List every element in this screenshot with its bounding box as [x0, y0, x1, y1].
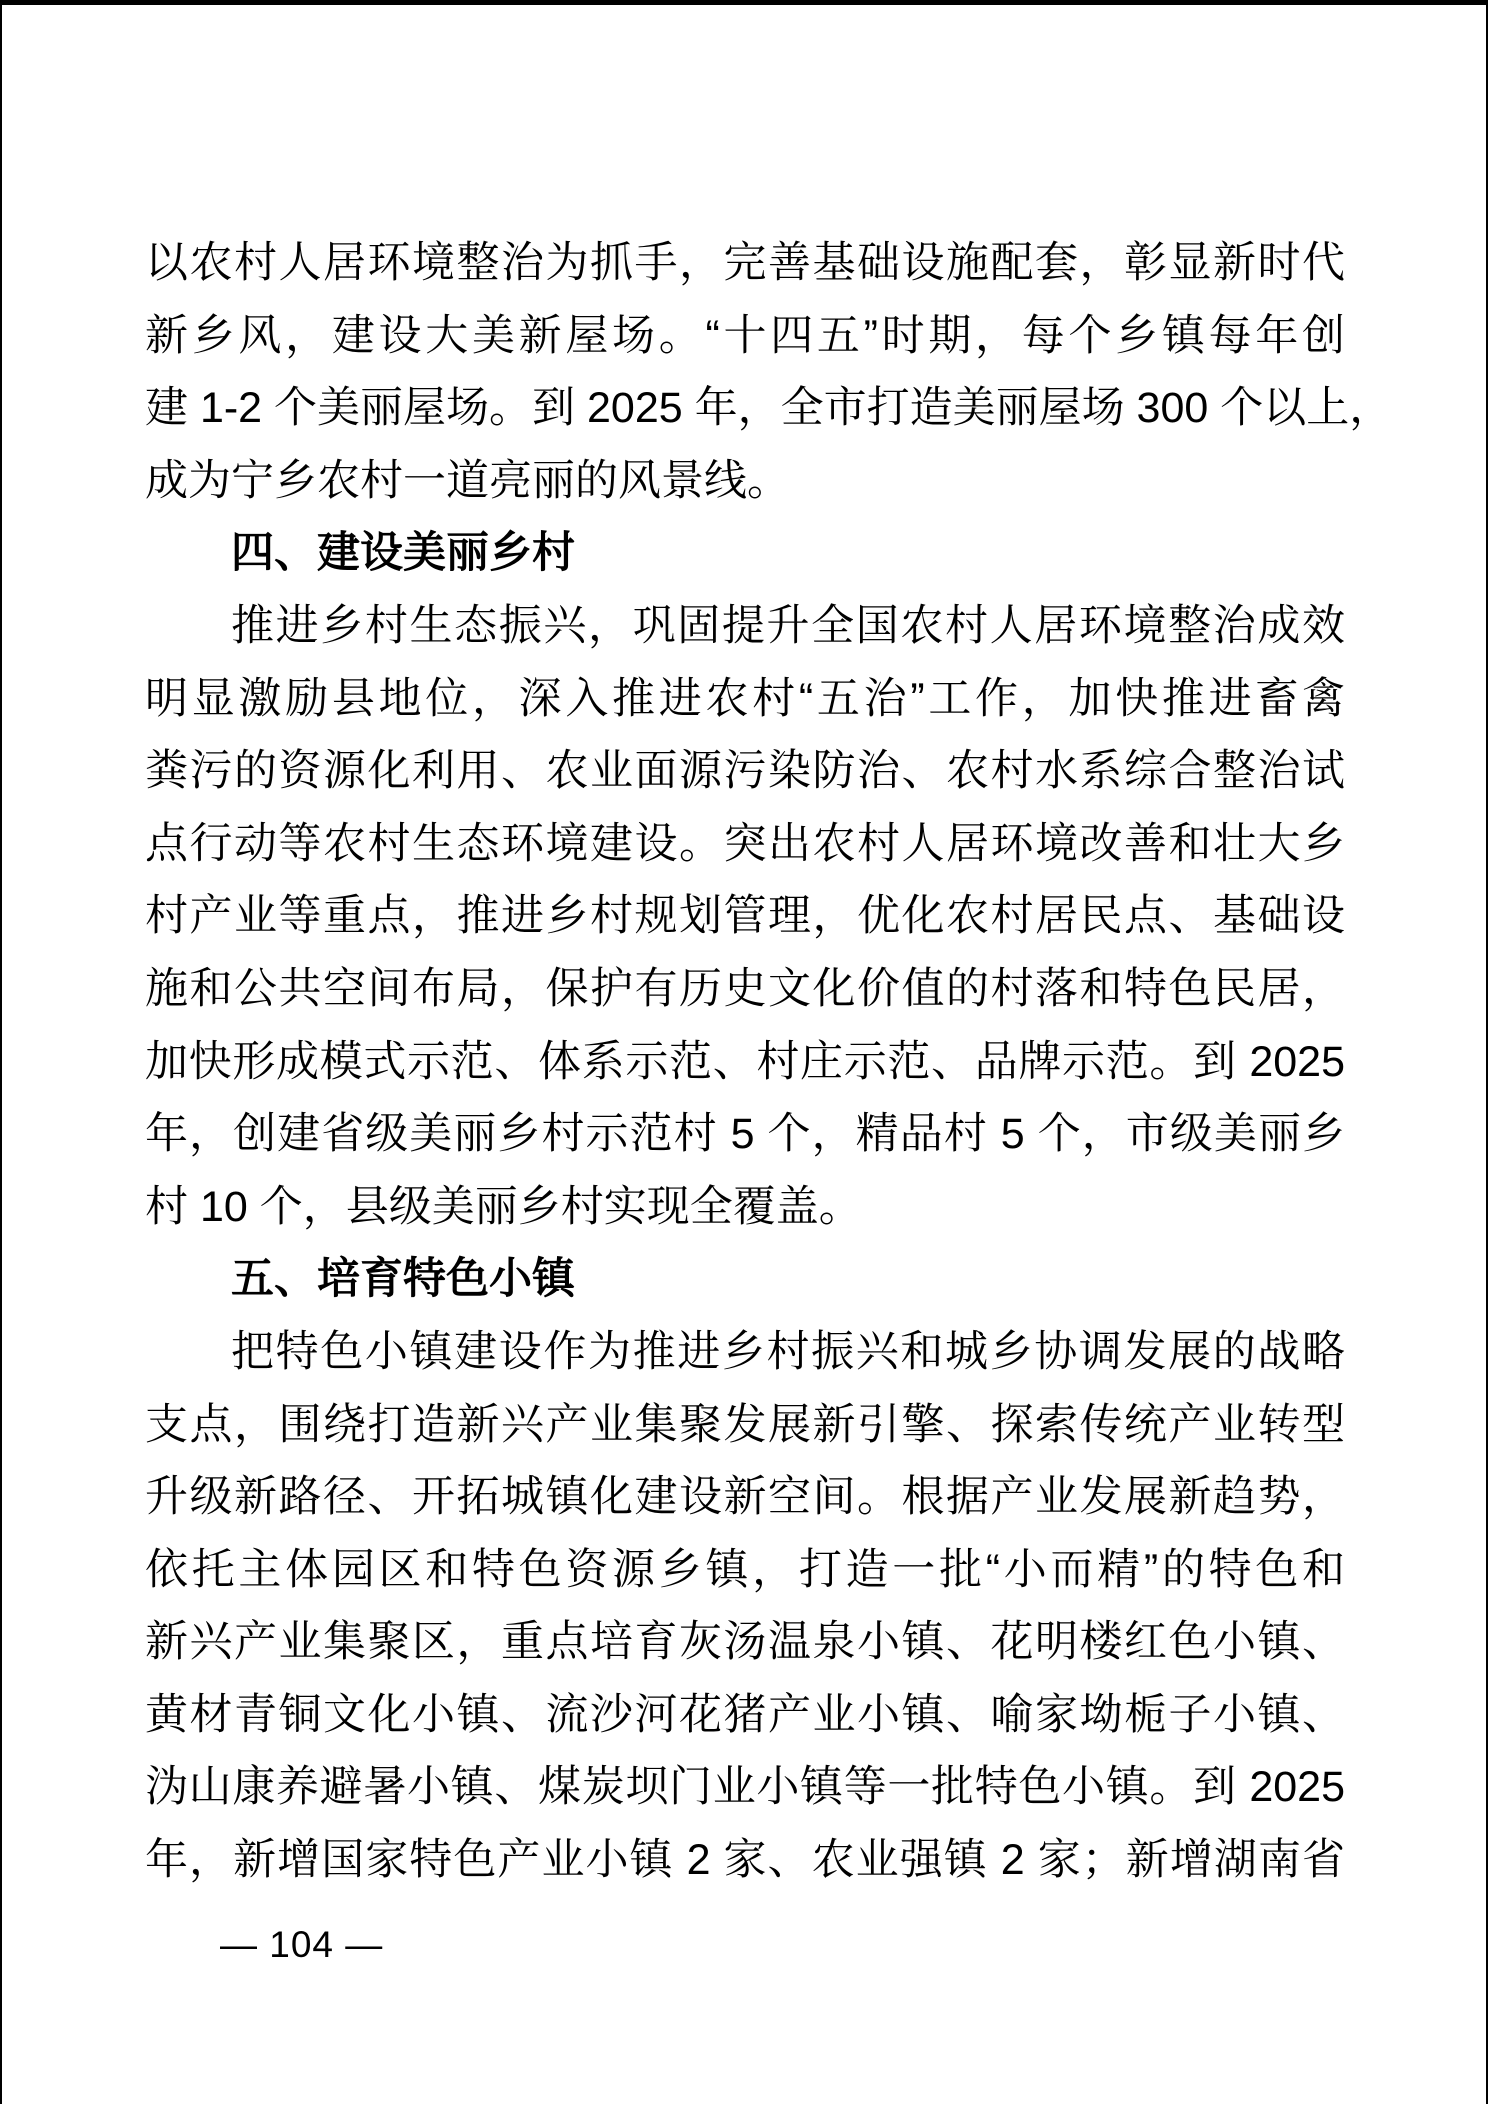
body-text-line: 村产业等重点，推进乡村规划管理，优化农村居民点、基础设 — [145, 892, 1345, 941]
body-text-line: 以农村人居环境整治为抓手，完善基础设施配套，彰显新时代 — [145, 239, 1345, 287]
body-text-line: 点行动等农村生态环境建设。突出农村人居环境改善和壮大乡 — [145, 819, 1345, 868]
body-text-line: 成为宁乡农村一道亮丽的风景线。 — [145, 456, 790, 505]
body-text-line: 依托主体园区和特色资源乡镇，打造一批“小而精”的特色和 — [145, 1545, 1345, 1594]
body-text-line: 黄材青铜文化小镇、流沙河花猪产业小镇、喻家坳栀子小镇、 — [145, 1690, 1345, 1739]
body-text-line: 升级新路径、开拓城镇化建设新空间。根据产业发展新趋势， — [145, 1473, 1345, 1522]
body-text-line: 明显激励县地位，深入推进农村“五治”工作，加快推进畜禽 — [145, 674, 1345, 723]
body-text-line: 年，新增国家特色产业小镇 2 家、农业强镇 2 家；新增湖南省 — [145, 1836, 1345, 1885]
body-text-line: 加快形成模式示范、体系示范、村庄示范、品牌示范。到 2025 — [145, 1037, 1345, 1086]
body-text-line: 沩山康养避暑小镇、煤炭坝门业小镇等一批特色小镇。到 2025 — [145, 1763, 1345, 1812]
body-text-line: 把特色小镇建设作为推进乡村振兴和城乡协调发展的战略 — [231, 1327, 1345, 1376]
body-text-line: 新乡风，建设大美新屋场。“十四五”时期，每个乡镇每年创 — [145, 311, 1345, 360]
body-text-line: 推进乡村生态振兴，巩固提升全国农村人居环境整治成效 — [231, 601, 1345, 650]
section-heading-characteristic-towns: 五、培育特色小镇 — [231, 1255, 575, 1304]
body-text-line: 粪污的资源化利用、农业面源污染防治、农村水系综合整治试 — [145, 747, 1345, 796]
body-text-line: 新兴产业集聚区，重点培育灰汤温泉小镇、花明楼红色小镇、 — [145, 1618, 1345, 1667]
body-text-line: 村 10 个，县级美丽乡村实现全覆盖。 — [145, 1182, 862, 1231]
body-text-line: 支点，围绕打造新兴产业集聚发展新引擎、探索传统产业转型 — [145, 1400, 1345, 1449]
body-text-line: 年，创建省级美丽乡村示范村 5 个，精品村 5 个，市级美丽乡 — [145, 1110, 1345, 1159]
body-text-line: 建 1-2 个美丽屋场。到 2025 年，全市打造美丽屋场 300 个以上， — [145, 384, 1393, 433]
text-column — [145, 227, 1393, 1897]
body-text-line: 施和公共空间布局，保护有历史文化价值的村落和特色民居， — [145, 964, 1345, 1013]
section-heading-beautiful-villages: 四、建设美丽乡村 — [231, 529, 575, 578]
page-number: — 104 — — [220, 1924, 384, 1965]
